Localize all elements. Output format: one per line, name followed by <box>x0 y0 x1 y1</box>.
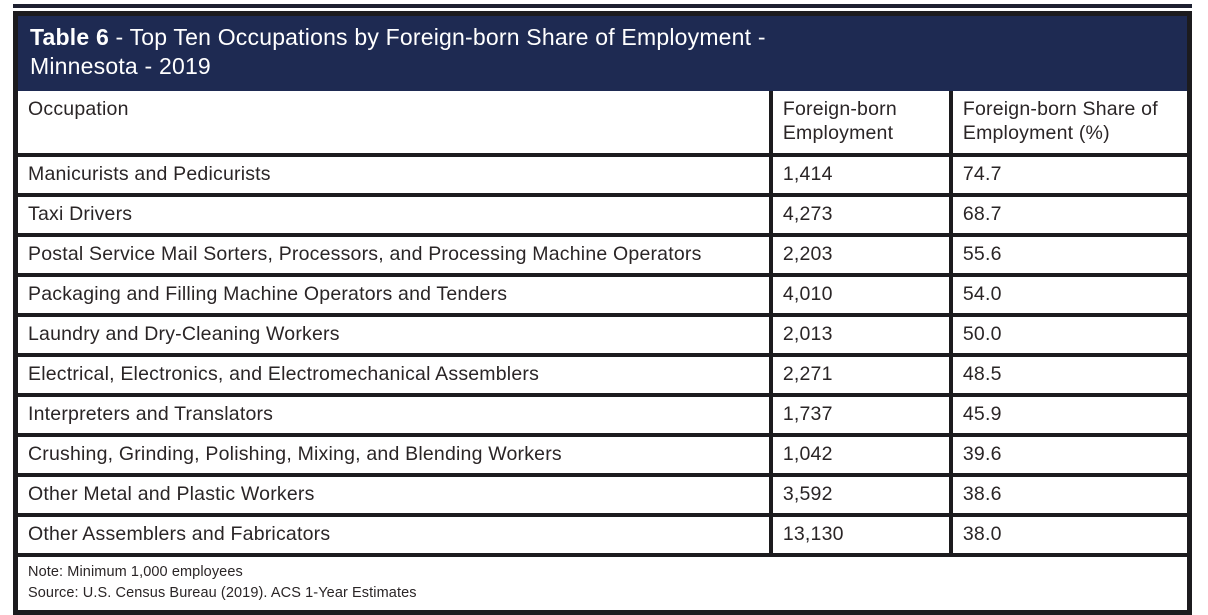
occupation-cell: Other Metal and Plastic Workers <box>18 475 771 515</box>
table-row <box>18 435 1187 475</box>
table-title-line2: Minnesota - 2019 <box>30 53 211 80</box>
table-row <box>18 195 1187 235</box>
header-row <box>18 91 1187 156</box>
table-body <box>18 155 1187 555</box>
occupation-cell: Crushing, Grinding, Polishing, Mixing, and Blending Workers <box>18 435 771 475</box>
column-header-foreign-born-share: Foreign-born Share of Employment (%) <box>951 91 1187 156</box>
table-number-label: Table 6 <box>30 24 109 50</box>
table-row <box>18 275 1187 315</box>
employment-cell: 13,130 <box>771 515 951 555</box>
occupation-cell: Interpreters and Translators <box>18 395 771 435</box>
column-header-occupation: Occupation <box>18 91 771 156</box>
footer-cell <box>18 555 1187 610</box>
share-cell: 48.5 <box>951 355 1187 395</box>
table-row <box>18 315 1187 355</box>
footer-row <box>18 555 1187 610</box>
employment-cell: 2,271 <box>771 355 951 395</box>
table-row <box>18 155 1187 195</box>
table-row <box>18 515 1187 555</box>
table-row <box>18 355 1187 395</box>
employment-cell: 1,414 <box>771 155 951 195</box>
share-cell: 39.6 <box>951 435 1187 475</box>
occupation-cell: Packaging and Filling Machine Operators and Tenders <box>18 275 771 315</box>
employment-cell: 1,042 <box>771 435 951 475</box>
employment-cell: 2,203 <box>771 235 951 275</box>
employment-cell: 1,737 <box>771 395 951 435</box>
table-row <box>18 235 1187 275</box>
employment-cell: 3,592 <box>771 475 951 515</box>
table-row <box>18 395 1187 435</box>
table-footer <box>18 555 1187 610</box>
note-text: Note: Minimum 1,000 employees <box>28 564 243 581</box>
table-title <box>18 16 1187 91</box>
share-cell: 50.0 <box>951 315 1187 355</box>
table-title-text: - Top Ten Occupations by Foreign-born Share of Employment - <box>108 24 766 50</box>
share-cell: 38.0 <box>951 515 1187 555</box>
share-cell: 38.6 <box>951 475 1187 515</box>
occupation-cell: Laundry and Dry-Cleaning Workers <box>18 315 771 355</box>
table-row <box>18 475 1187 515</box>
source-text: Source: U.S. Census Bureau (2019). ACS 1-Year Estimates <box>28 585 417 602</box>
occupation-cell: Taxi Drivers <box>18 195 771 235</box>
top-divider-strip <box>13 4 1192 8</box>
share-cell: 54.0 <box>951 275 1187 315</box>
employment-cell: 4,010 <box>771 275 951 315</box>
share-cell: 74.7 <box>951 155 1187 195</box>
share-cell: 68.7 <box>951 195 1187 235</box>
employment-cell: 4,273 <box>771 195 951 235</box>
occupation-cell: Postal Service Mail Sorters, Processors, and Processing Machine Operators <box>18 235 771 275</box>
share-cell: 45.9 <box>951 395 1187 435</box>
employment-cell: 2,013 <box>771 315 951 355</box>
table-6-container <box>13 11 1192 615</box>
table-header <box>18 91 1187 156</box>
occupation-cell: Electrical, Electronics, and Electromechanical Assemblers <box>18 355 771 395</box>
table-title-line1 <box>30 23 1175 52</box>
column-header-foreign-born-employment: Foreign-born Employment <box>771 91 951 156</box>
share-cell: 55.6 <box>951 235 1187 275</box>
occupations-table <box>18 91 1187 611</box>
occupation-cell: Other Assemblers and Fabricators <box>18 515 771 555</box>
occupation-cell: Manicurists and Pedicurists <box>18 155 771 195</box>
